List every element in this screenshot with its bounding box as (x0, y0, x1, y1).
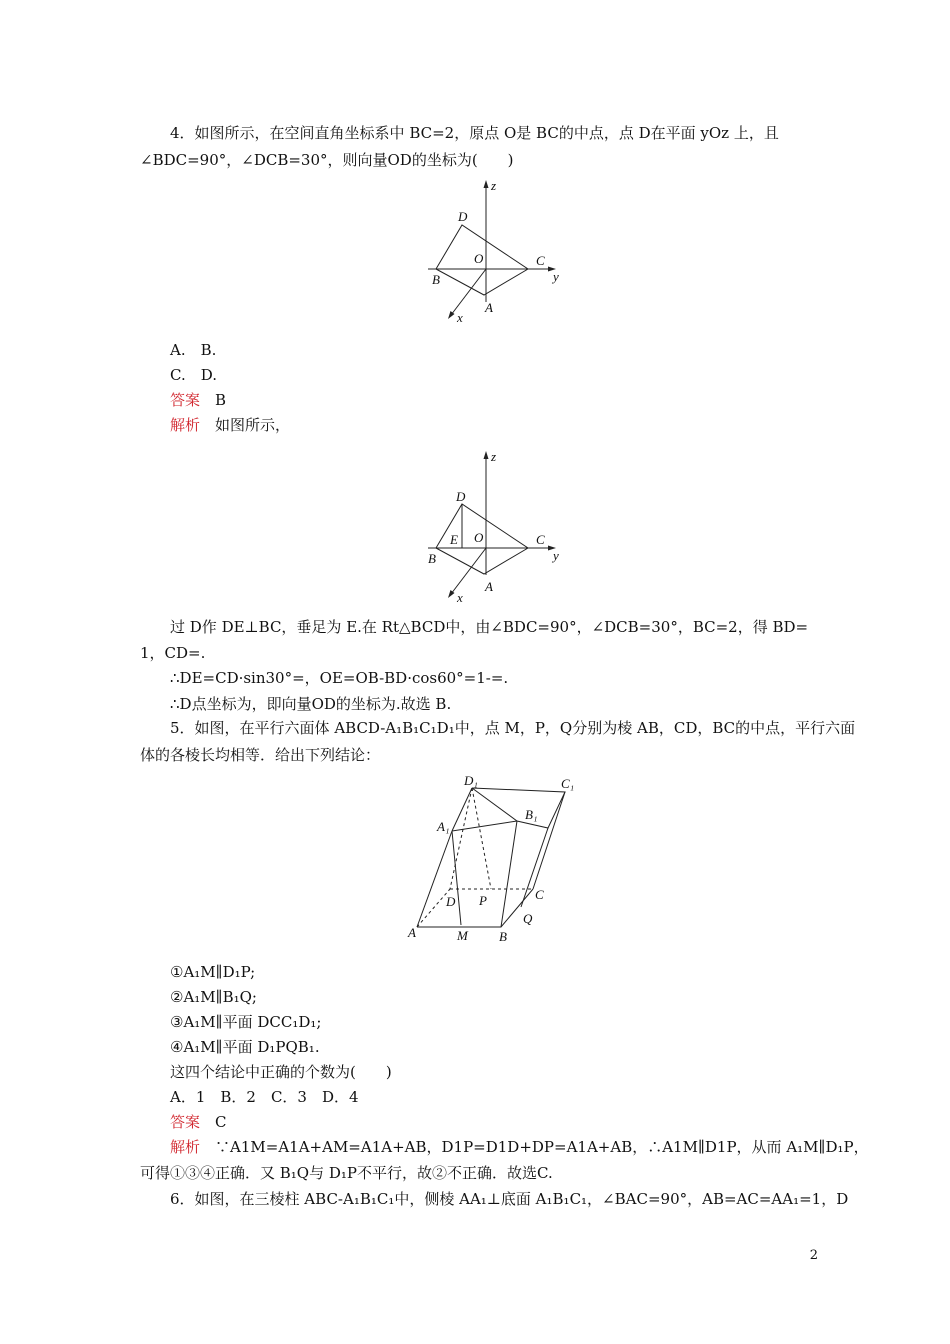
q5-answer (170, 1112, 227, 1132)
q4-solution-3: ∴DE=CD·sin30°=，OE=OB-BD·cos60°=1-=. (170, 669, 509, 687)
q5-line2: 体的各棱长均相等．给出下列结论： (140, 746, 381, 764)
label-a: A (408, 925, 416, 940)
label-c: C (536, 253, 545, 268)
q4-options-ab: A. B. (170, 341, 217, 359)
edge-dd1 (450, 788, 472, 889)
analysis-label: 解析 (170, 1138, 201, 1156)
label-b: B (499, 929, 507, 944)
q4-solution-figure (418, 449, 568, 605)
x-axis (451, 548, 486, 594)
q4-figure (418, 178, 568, 328)
label-b: B (432, 272, 440, 287)
label-y: y (553, 269, 559, 284)
label-d: D (446, 894, 456, 909)
label-c: C (536, 532, 545, 547)
base-front (417, 889, 533, 927)
q4-solution-1: 过 D作 DE⊥BC，垂足为 E.在 Rt△BCD中，由∠BDC=90°，∠DCB=30°，BC=2，得 BD= (170, 618, 809, 636)
page-number: 2 (809, 1248, 818, 1263)
label-o: O (474, 251, 484, 266)
answer-value: B (215, 391, 227, 409)
top-face (472, 788, 565, 828)
q4-options-cd: C. D. (170, 366, 217, 384)
edge-aa1 (417, 831, 452, 927)
answer-label: 答案 (170, 1113, 201, 1131)
q5-question: 这四个结论中正确的个数为( ) (170, 1063, 392, 1081)
q5-conclusion-1: ①A₁M∥D₁P; (170, 963, 256, 981)
edge-cc1 (533, 792, 565, 889)
q4-line2: ∠BDC=90°，∠DCB=30°，则向量OD的坐标为( ) (140, 151, 514, 169)
answer-value: C (215, 1113, 227, 1131)
q5-analysis-2: 可得①③④正确．又 B₁Q与 D₁P不平行，故②不正确．故选C. (140, 1164, 553, 1182)
q5-options: A．1 B．2 C．3 D．4 (170, 1088, 359, 1106)
label-a: A (485, 300, 493, 315)
label-a: A (485, 579, 493, 594)
label-c1: C₁ (561, 776, 575, 791)
label-d: D (458, 209, 468, 224)
label-z: z (491, 178, 497, 193)
label-z: z (491, 449, 497, 464)
q4-answer (170, 390, 226, 410)
x-axis (451, 269, 486, 315)
label-p: P (479, 893, 487, 908)
q5-line1: 5．如图，在平行六面体 ABCD-A₁B₁C₁D₁中，点 M，P，Q分别为棱 AB，CD，BC的中点，平行六面 (170, 719, 856, 737)
label-x: x (457, 590, 463, 605)
q5-analysis (170, 1137, 869, 1157)
analysis-text: 如图所示， (215, 416, 291, 434)
q5-conclusion-4: ④A₁M∥平面 D₁PQB₁. (170, 1038, 320, 1056)
a1m (452, 831, 461, 925)
analysis-text: ∵A1M=A1A+AM=A1A+AB，D1P=D1D+DP=A1A+AB，∴A1M∥D1P，从而 A₁M∥D₁P， (215, 1138, 869, 1156)
analysis-label: 解析 (170, 416, 201, 434)
label-b1: B₁ (525, 807, 538, 822)
answer-label: 答案 (170, 391, 201, 409)
q5-figure (405, 775, 585, 945)
label-c: C (535, 887, 544, 902)
q4-solution-4: ∴D点坐标为，即向量OD的坐标为.故选 B. (170, 695, 452, 713)
label-y: y (553, 548, 559, 563)
label-o: O (474, 530, 484, 545)
q4-solution-2: 1，CD=. (140, 644, 206, 662)
label-d1: D₁ (464, 775, 478, 788)
q5-conclusion-3: ③A₁M∥平面 DCC₁D₁; (170, 1013, 322, 1031)
q4-line1: 4．如图所示，在空间直角坐标系中 BC=2，原点 O是 BC的中点，点 D在平面 yOz 上，且 (170, 124, 779, 142)
label-a1: A₁ (437, 819, 450, 834)
d1p (472, 788, 491, 889)
label-d: D (456, 489, 466, 504)
label-m: M (457, 928, 468, 943)
q4-analysis (170, 415, 290, 435)
label-q: Q (523, 911, 533, 926)
q5-conclusion-2: ②A₁M∥B₁Q; (170, 988, 257, 1006)
label-e: E (450, 532, 458, 547)
label-x: x (457, 310, 463, 325)
label-b: B (428, 551, 436, 566)
q6-line1: 6．如图，在三棱柱 ABC-A₁B₁C₁中，侧棱 AA₁⊥底面 A₁B₁C₁，∠BAC=90°，AB=AC=AA₁=1，D (170, 1190, 849, 1208)
